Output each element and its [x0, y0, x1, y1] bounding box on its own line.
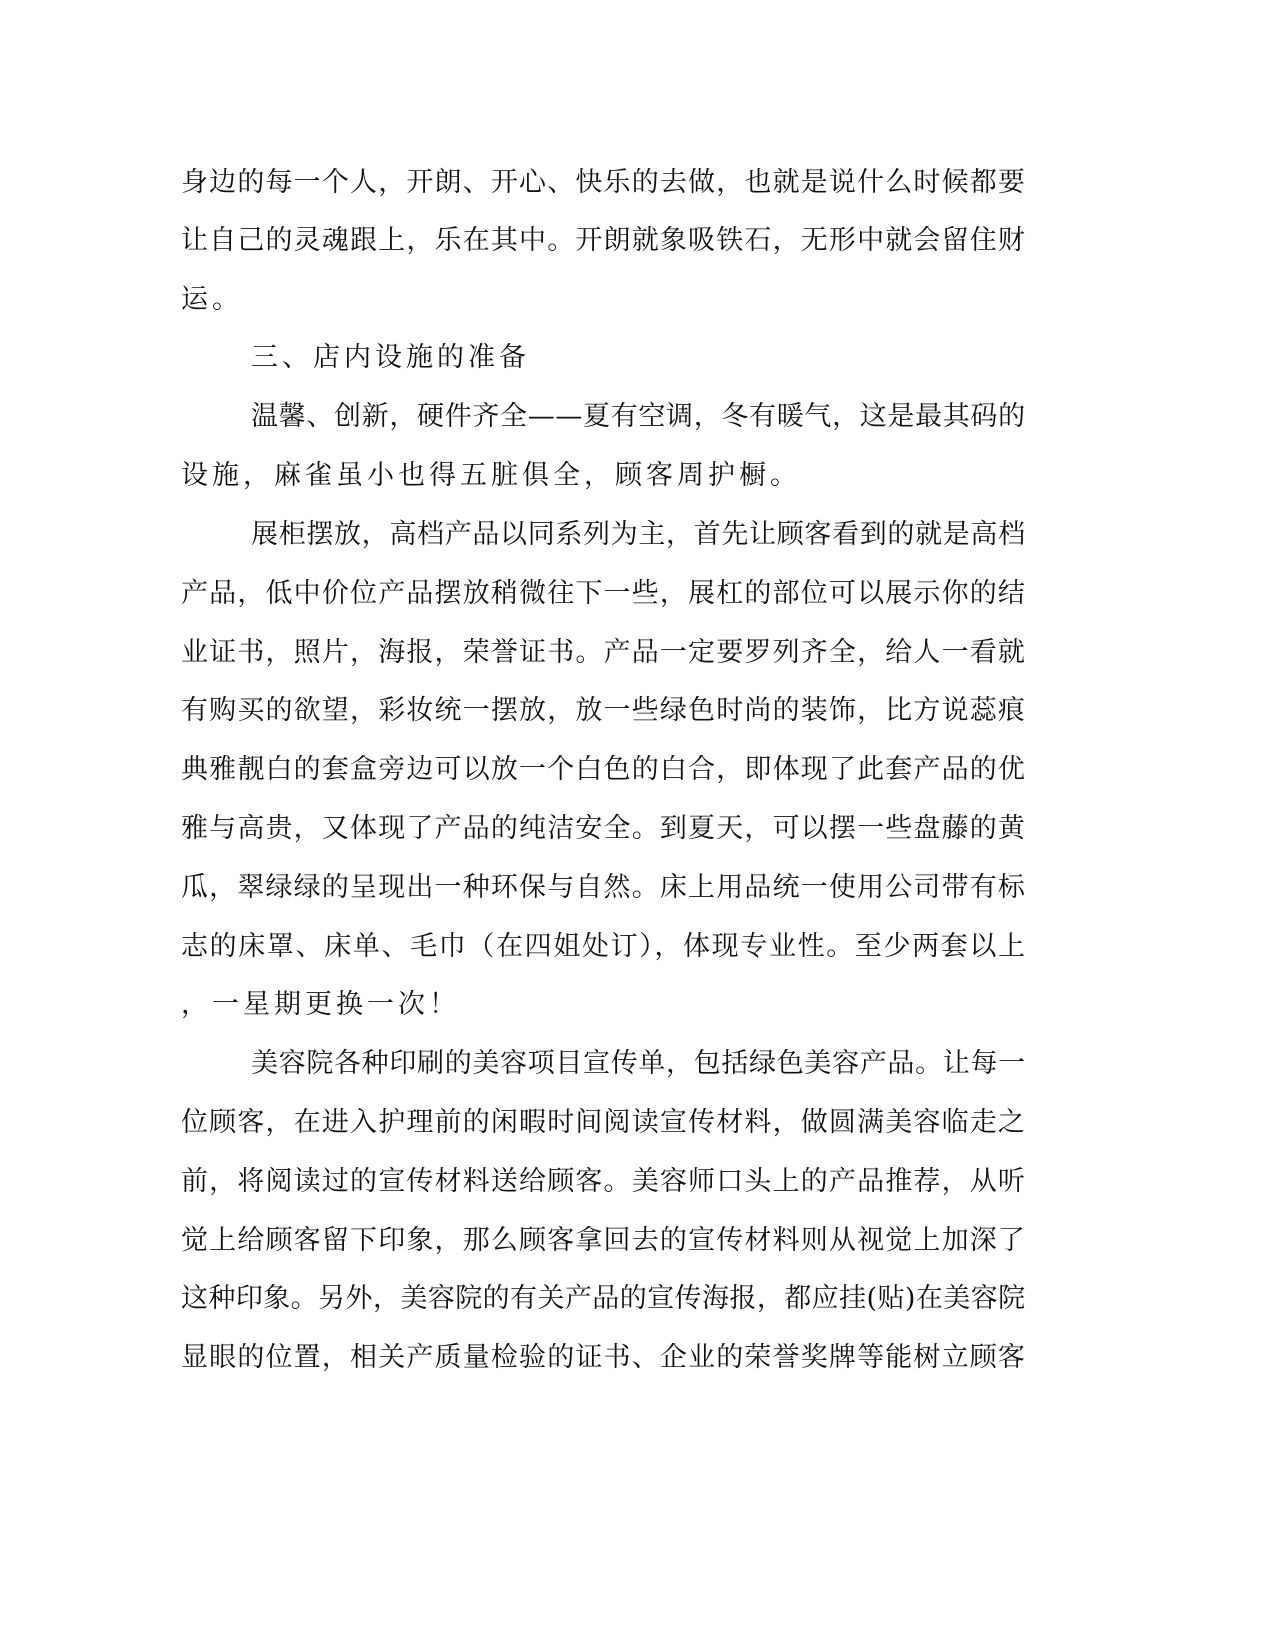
text-line: 这种印象。另外，美容院的有关产品的宣传海报，都应挂(贴)在美容院: [181, 1283, 1026, 1314]
text-line: ，一星期更换一次！: [181, 989, 460, 1020]
text-line: 业证书，照片，海报，荣誉证书。产品一定要罗列齐全，给人一看就: [181, 637, 1027, 668]
text-line: 瓜，翠绿绿的呈现出一种环保与自然。床上用品统一使用公司带有标: [181, 872, 1027, 903]
text-line: 设施，麻雀虽小也得五脏俱全，顾客周护橱。: [181, 460, 801, 491]
text-line: 志的床罩、床单、毛巾（在四姐处订），体现专业性。至少两套以上: [181, 931, 1027, 962]
text-line: 让自己的灵魂跟上，乐在其中。开朗就象吸铁石，无形中就会留住财: [181, 225, 1027, 256]
text-line: 典雅靓白的套盒旁边可以放一个白色的白合，即体现了此套产品的优: [181, 754, 1027, 785]
section-heading: 三、店内设施的准备: [251, 342, 530, 373]
text-line: 美容院各种印刷的美容项目宣传单，包括绿色美容产品。让每一: [251, 1048, 1026, 1079]
text-line: 有购买的欲望，彩妆统一摆放，放一些绿色时尚的装饰，比方说蕊痕: [181, 695, 1027, 726]
text-line: 觉上给顾客留下印象，那么顾客拿回去的宣传材料则从视觉上加深了: [181, 1225, 1027, 1256]
text-line: 温馨、创新，硬件齐全——夏有空调，冬有暖气，这是最其码的: [251, 401, 1026, 432]
text-line: 运。: [181, 284, 243, 315]
text-line: 身边的每一个人，开朗、开心、快乐的去做，也就是说什么时候都要: [181, 167, 1027, 198]
text-line: 位顾客，在进入护理前的闲暇时间阅读宣传材料，做圆满美容临走之: [181, 1107, 1027, 1138]
text-line: 前，将阅读过的宣传材料送给顾客。美容师口头上的产品推荐，从听: [181, 1166, 1027, 1197]
text-line: 展柜摆放，高档产品以同系列为主，首先让顾客看到的就是高档: [251, 519, 1026, 550]
text-line: 显眼的位置，相关产质量检验的证书、企业的荣誉奖牌等能树立顾客: [181, 1342, 1027, 1373]
text-line: 产品，低中价位产品摆放稍微往下一些，展杠的部位可以展示你的结: [181, 578, 1027, 609]
text-line: 雅与高贵，又体现了产品的纯洁安全。到夏天，可以摆一些盘藤的黄: [181, 813, 1027, 844]
